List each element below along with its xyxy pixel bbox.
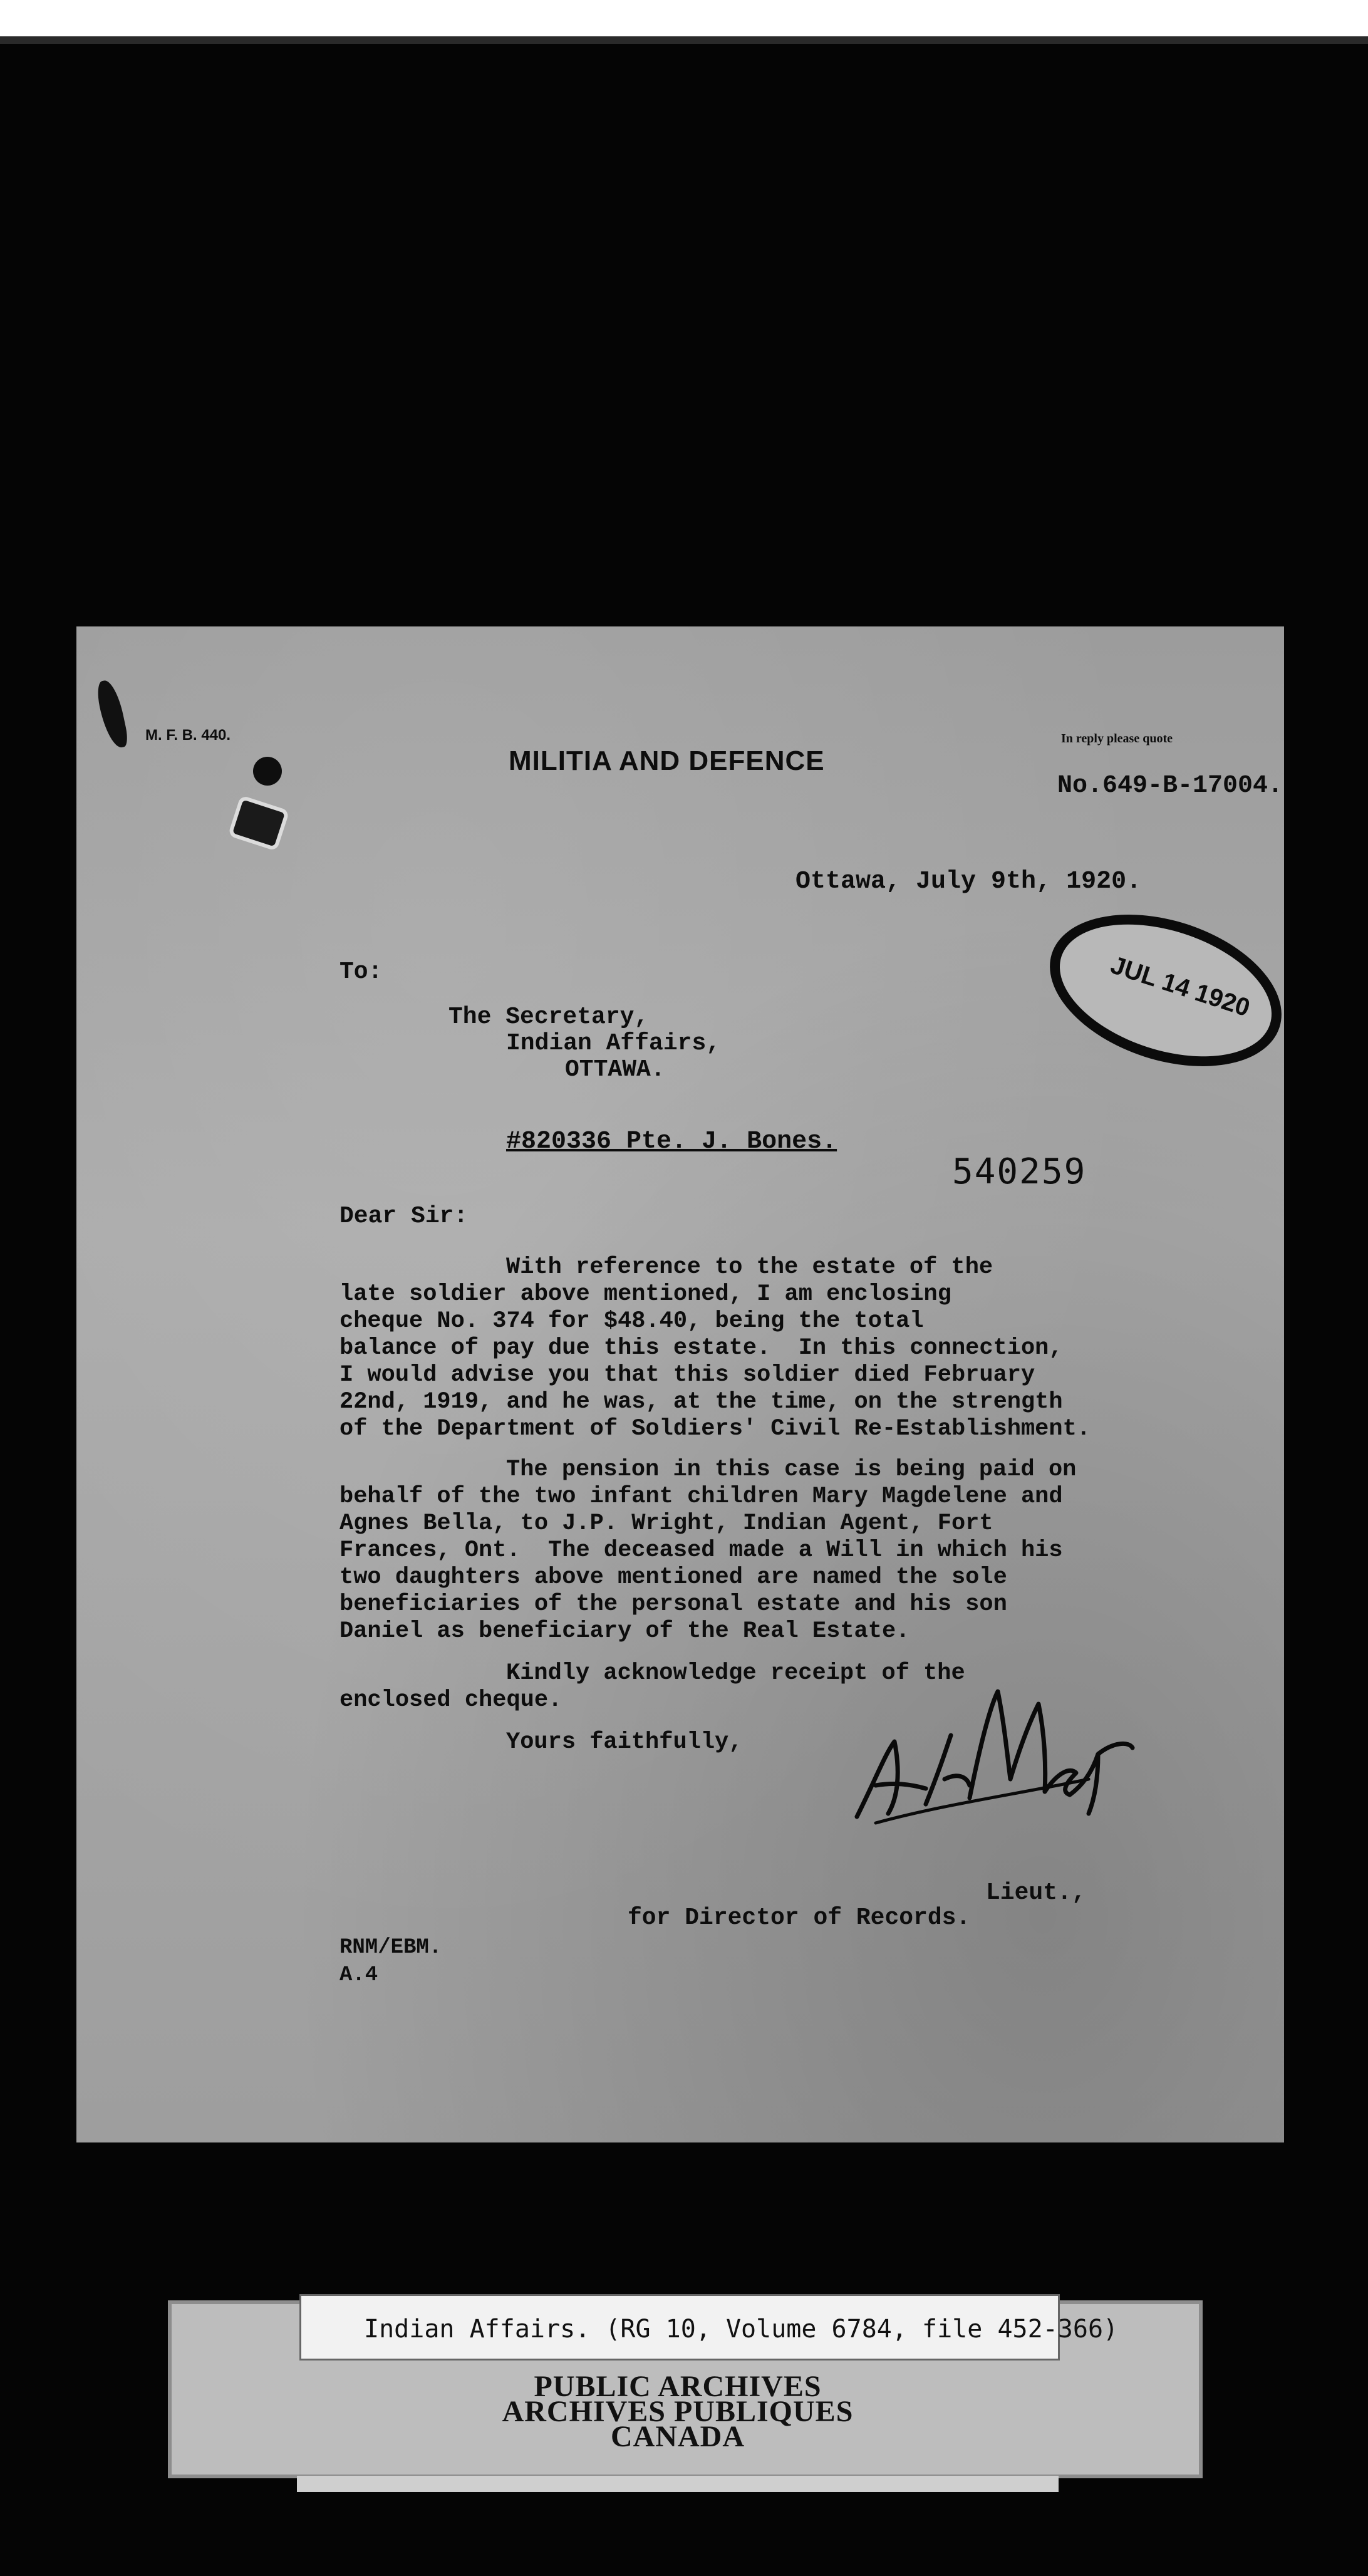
letter-date: Ottawa, July 9th, 1920.: [795, 868, 1142, 896]
reference-initials: RNM/EBM.: [339, 1936, 442, 1960]
citation-slip: [299, 2294, 1119, 2360]
body-line: late soldier above mentioned, I am enclosing: [339, 1281, 951, 1307]
body-line: enclosed cheque.: [339, 1687, 562, 1713]
top-white-strip: [0, 0, 1368, 36]
closing: Yours faithfully,: [506, 1729, 743, 1755]
addressee-line: OTTAWA.: [565, 1056, 665, 1083]
body-line: Frances, Ont. The deceased made a Will in which his: [339, 1537, 1063, 1564]
corner-tear-mark: [95, 678, 130, 750]
top-strip-edge: [0, 36, 1368, 44]
subject-line: #820336 Pte. J. Bones.: [506, 1128, 837, 1156]
bottom-strip: [297, 2476, 1059, 2492]
signer-title: for Director of Records.: [628, 1904, 971, 1931]
body-line: balance of pay due this estate. In this connection,: [339, 1335, 1063, 1361]
addressee-line: The Secretary,: [448, 1004, 649, 1031]
reference-code: A.4: [339, 1963, 378, 1987]
stamp-date: JUL 14 1920: [1107, 951, 1253, 1022]
signer-rank: Lieut.,: [986, 1879, 1086, 1906]
body-line: With reference to the estate of the: [506, 1254, 993, 1280]
body-line: Agnes Bella, to J.P. Wright, Indian Agent, Fort: [339, 1510, 993, 1537]
salutation: Dear Sir:: [339, 1203, 469, 1230]
letter-page: [76, 626, 1284, 2142]
reference-number: No.649-B-17004.: [1057, 772, 1283, 800]
body-line: beneficiaries of the personal estate and his son: [339, 1591, 1007, 1618]
paper-clip-mark: [228, 795, 290, 851]
archive-label-line: PUBLIC ARCHIVES: [534, 2370, 822, 2403]
punch-hole: [253, 757, 282, 786]
body-line: The pension in this case is being paid on: [506, 1457, 1077, 1483]
body-line: behalf of the two infant children Mary Magdelene and: [339, 1483, 1063, 1510]
body-line: Daniel as beneficiary of the Real Estate.: [339, 1618, 910, 1644]
archive-label-line: ARCHIVES PUBLIQUES: [502, 2395, 854, 2428]
file-number: 540259: [952, 1151, 1087, 1192]
handwritten-signature: [851, 1679, 1139, 1829]
form-number: M. F. B. 440.: [145, 727, 231, 744]
reply-note: In reply please quote: [1061, 732, 1173, 745]
body-line: Kindly acknowledge receipt of the: [506, 1660, 965, 1686]
letterhead: MILITIA AND DEFENCE: [509, 745, 825, 776]
body-line: 22nd, 1919, and he was, at the time, on the strength: [339, 1389, 1063, 1415]
addressee-line: Indian Affairs,: [506, 1030, 721, 1057]
archive-label-line: CANADA: [611, 2420, 745, 2453]
archive-label: [299, 2370, 1056, 2453]
body-line: I would advise you that this soldier died February: [339, 1362, 1035, 1388]
body-line: of the Department of Soldiers' Civil Re-Establishment.: [339, 1416, 1091, 1442]
received-stamp: [1030, 887, 1301, 1093]
body-line: two daughters above mentioned are named the sole: [339, 1564, 1007, 1591]
archive-citation: Indian Affairs. (RG 10, Volume 6784, file 452-366): [364, 2315, 1119, 2344]
body-line: cheque No. 374 for $48.40, being the total: [339, 1308, 924, 1334]
to-label: To:: [339, 958, 383, 985]
